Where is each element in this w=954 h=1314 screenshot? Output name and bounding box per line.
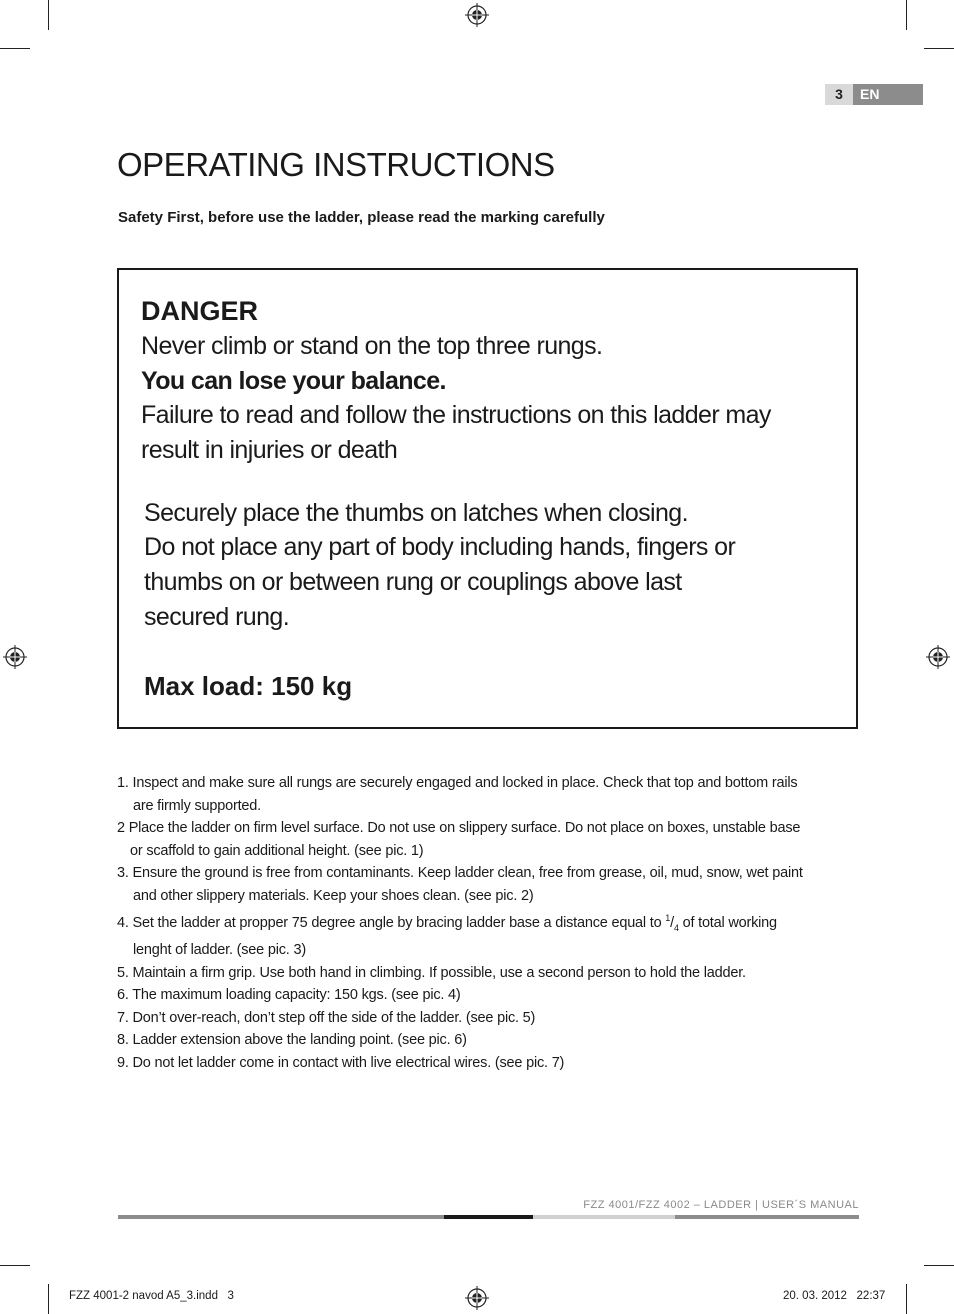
crop-mark: [906, 0, 907, 30]
crop-mark: [0, 48, 30, 49]
language-label: EN: [853, 84, 923, 105]
warning-line: Do not place any part of body including hands, fingers or: [144, 533, 736, 561]
registration-mark-icon: [465, 1286, 489, 1310]
registration-mark-icon: [465, 3, 489, 27]
footer-bar-segment: [118, 1215, 444, 1219]
list-item: 1. Inspect and make sure all rungs are securely engaged and locked in place. Check that top and bottom rails are firmly supported.: [117, 775, 798, 814]
list-item: 2 Place the ladder on firm level surface. Do not use on slippery surface. Do not place on boxes, unstable base or scaffold to gain additional height. (see pic. 1): [117, 820, 801, 859]
slug-filename: FZZ 4001-2 navod A5_3.indd 3: [69, 1290, 234, 1302]
list-item: 4. Set the ladder at propper 75 degree angle by bracing ladder base a distance equal to $^1/_4$ of total working lenght of ladder. (see pic. 3): [117, 913, 777, 959]
registration-mark-icon: [926, 645, 950, 669]
warning-line: secured rung.: [144, 603, 290, 631]
warning-line: Failure to read and follow the instructions on this ladder may: [141, 401, 771, 429]
instructions-list: [117, 772, 857, 1074]
footer-bar-segment: [444, 1215, 533, 1219]
crop-mark: [906, 1284, 907, 1314]
footer-title: FZZ 4001/FZZ 4002 – LADDER | USER´S MANUAL: [583, 1199, 859, 1211]
page-header-tab: [825, 84, 923, 105]
crop-mark: [48, 0, 49, 30]
list-item: 3. Ensure the ground is free from contaminants. Keep ladder clean, free from grease, oil, mud, snow, wet paint and other slippery materials. Keep your shoes clean. (see pic. 2): [117, 865, 803, 904]
warning-line: result in injuries or death: [141, 436, 398, 464]
danger-heading: DANGER: [141, 296, 259, 326]
footer-bar-segment: [675, 1215, 859, 1219]
list-item: 8. Ladder extension above the landing point. (see pic. 6): [117, 1032, 467, 1049]
warning-line: Never climb or stand on the top three rungs.: [141, 332, 603, 360]
list-item: 7. Don’t over-reach, don’t step off the side of the ladder. (see pic. 5): [117, 1009, 536, 1026]
page-number: 3: [825, 84, 853, 105]
fraction: $^1/_4$: [665, 913, 679, 933]
warning-line: thumbs on or between rung or couplings above last: [144, 568, 682, 596]
danger-warning-box: [117, 268, 858, 729]
footer-bar-segment: [533, 1215, 675, 1219]
page-subtitle: Safety First, before use the ladder, please read the marking carefully: [118, 209, 605, 226]
slug-datetime: 20. 03. 2012 22:37: [783, 1290, 886, 1302]
registration-mark-icon: [3, 645, 27, 669]
crop-mark: [48, 1284, 49, 1314]
crop-mark: [0, 1265, 30, 1266]
footer-bar: [118, 1215, 859, 1219]
warning-line-bold: You can lose your balance.: [141, 367, 446, 395]
page-title: OPERATING INSTRUCTIONS: [117, 146, 555, 183]
list-item: 9. Do not let ladder come in contact with live electrical wires. (see pic. 7): [117, 1054, 565, 1071]
crop-mark: [924, 48, 954, 49]
warning-line: Securely place the thumbs on latches when closing.: [144, 499, 688, 527]
list-item: 5. Maintain a firm grip. Use both hand in climbing. If possible, use a second person to hold the ladder.: [117, 964, 746, 981]
list-item: 6. The maximum loading capacity: 150 kgs. (see pic. 4): [117, 987, 461, 1004]
crop-mark: [924, 1265, 954, 1266]
max-load-label: Max load: 150 kg: [144, 671, 353, 701]
